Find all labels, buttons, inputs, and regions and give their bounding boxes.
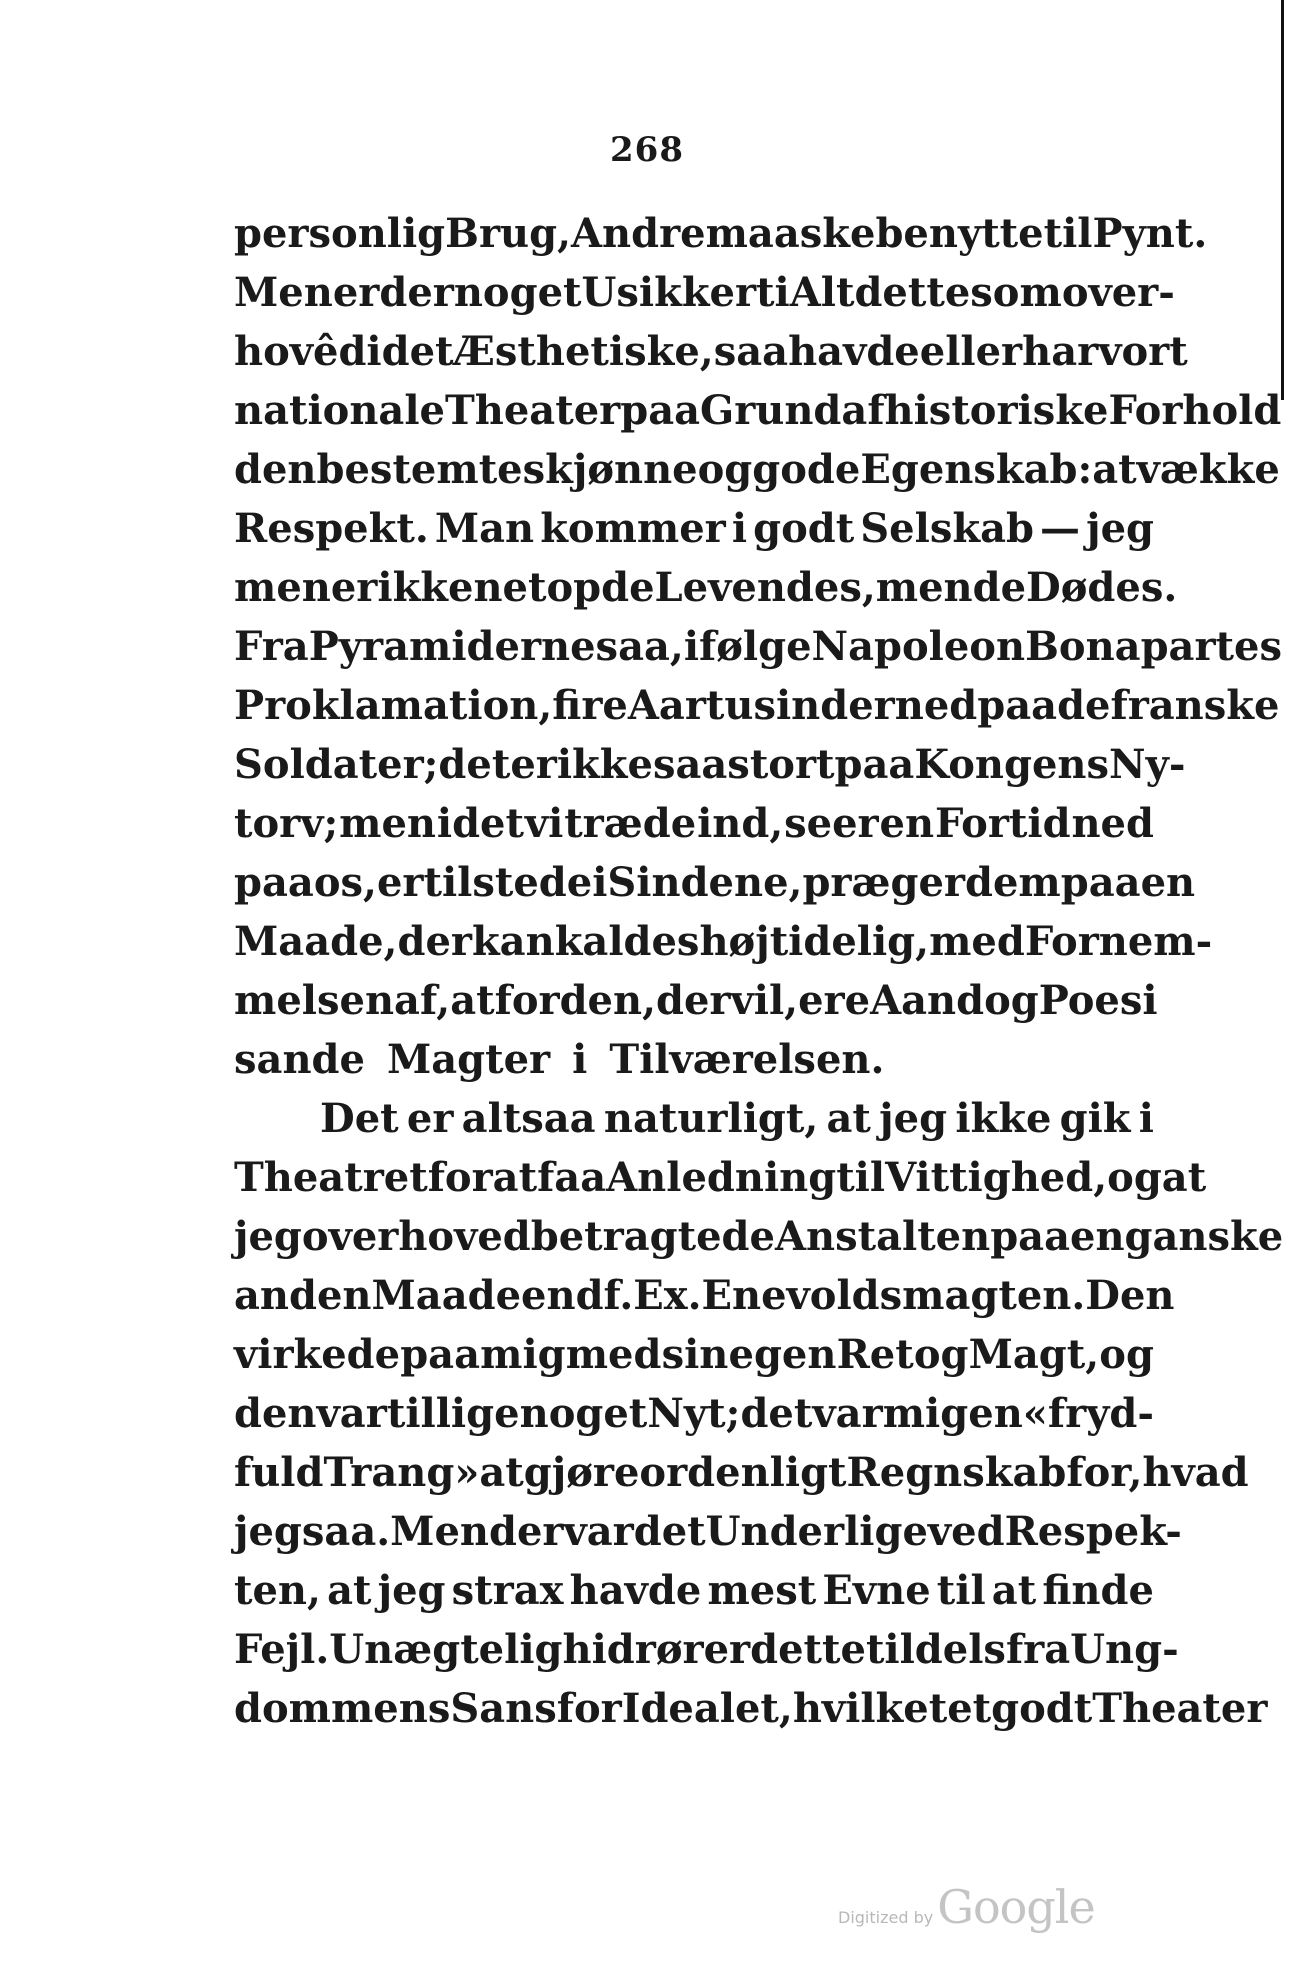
word: mener [234,564,378,611]
word: naturligt, [603,1095,819,1142]
word: og [1099,1331,1154,1378]
word: tildels [865,1626,1006,1673]
word: paa [234,859,314,906]
word: et [947,1685,992,1732]
word: til [836,1154,886,1201]
text-line [234,918,1213,977]
word: præger [802,859,965,906]
word: jeg [1086,505,1154,552]
word: mig [480,1331,566,1378]
word: Men [390,1508,489,1555]
word: eller [919,328,1023,375]
word: ikke [377,564,474,611]
word: Theater [445,387,621,434]
word: strax [451,1567,564,1614]
word: fire [552,682,628,729]
word: Nyt; [647,1390,741,1437]
word: noget [453,269,582,316]
text-line [234,446,1280,505]
word: overhoved [301,1213,531,1260]
word: Brug, [445,210,571,257]
word: Maade, [234,918,398,965]
word: godt [753,505,855,552]
word: Underlige [705,1508,928,1555]
word: fuld [234,1449,324,1496]
word: havde [788,328,920,375]
word: havde [569,1567,702,1614]
word: der [488,1508,564,1555]
word: paa [620,387,701,434]
word: Maade [371,1272,522,1319]
word: Æsthetiske, [453,328,714,375]
word: det [381,328,454,375]
word: Ny- [1109,741,1186,788]
word: Men [234,269,333,316]
word: Anstalten [774,1213,991,1260]
word: vil, [730,977,799,1024]
text-line [234,1154,1207,1213]
word: gik [1059,1095,1131,1142]
word: tillige [386,1390,520,1437]
word: kaldes [554,918,700,965]
word: Regnskab [846,1449,1067,1496]
word: det [633,1508,706,1555]
word: var [316,1390,387,1437]
word: dem [965,859,1061,906]
word: ganske [1124,1213,1284,1260]
word: den, [559,977,657,1024]
word: Magt, [968,1331,1100,1378]
word: med [565,1331,662,1378]
word: Fejl. [234,1626,330,1673]
word: gjøre [523,1449,640,1496]
word: de [1057,682,1111,729]
word: det [740,1390,813,1437]
word: en [1070,1213,1125,1260]
word: at [826,1095,871,1142]
word: godt [991,1685,1093,1732]
word: i [366,328,382,375]
word: og [913,1331,969,1378]
word: ordenligt [639,1449,847,1496]
word: ten, [234,1567,321,1614]
word: kan [471,918,555,965]
word: en [968,1390,1023,1437]
word: ned [894,682,978,729]
word: seer [784,800,879,847]
watermark-logo: Google [937,1880,1095,1934]
text-line [234,1213,1284,1272]
word: Magter [386,1036,551,1083]
word: til [1043,210,1093,257]
word: paa [1060,859,1141,906]
word: franske [1110,682,1280,729]
word: i [572,1036,588,1083]
word: Sans [450,1685,557,1732]
word: ned [1071,800,1154,847]
word: Poesi [1038,977,1158,1024]
text-line [234,269,1175,328]
word: med [929,918,1025,965]
word: Fortid [934,800,1071,847]
word: saa. [301,1508,391,1555]
word: Forhold [1108,387,1282,434]
word: og [984,977,1039,1024]
word: Aand [870,977,985,1024]
word: Soldater; [234,741,439,788]
word: Fra [234,623,309,670]
word: der [397,918,472,965]
word: en [879,800,935,847]
word: sande [234,1036,365,1083]
word: som [970,269,1062,316]
word: i [1138,1095,1154,1142]
word: Levendes, [654,564,876,611]
page-number: 268 [610,130,684,170]
word: dette [750,1626,866,1673]
word: Alt [789,269,855,316]
text-line [234,1272,1175,1331]
word: saa [652,741,728,788]
watermark-prefix: Digitized by [838,1908,934,1927]
word: benytte [875,210,1044,257]
word: for, [1066,1449,1143,1496]
word: sin [661,1331,729,1378]
word: — [1040,505,1081,552]
word: at [327,1567,372,1614]
word: Dødes. [1026,564,1178,611]
word: ind, [697,800,784,847]
word: «fryd- [1022,1390,1154,1437]
word: er [510,741,557,788]
word: jeg [234,1508,302,1555]
word: paa [400,1331,481,1378]
word: maaske [705,210,876,257]
word: altsaa [461,1095,596,1142]
word: Sindene, [607,859,803,906]
word: at [450,977,495,1024]
text-line [234,1685,1268,1744]
word: paa [834,741,915,788]
word: er [332,269,380,316]
word: mig [882,1390,969,1437]
word: Den [1085,1272,1175,1319]
word: egen [728,1331,837,1378]
word: personlig [234,210,446,257]
word: Selskab [860,505,1034,552]
word: Ret [836,1331,914,1378]
text-line [234,564,1178,623]
word: for [494,977,560,1024]
word: kommer [540,505,726,552]
word: tilstede [423,859,593,906]
word: Ex. [633,1272,702,1319]
text-line [234,1567,1154,1626]
text-line [234,1036,1154,1095]
word: betragtede [530,1213,775,1260]
word: paa [990,1213,1071,1260]
text-line [234,859,1196,918]
text-line [234,741,1186,800]
word: nationale [234,387,445,434]
word: var [812,1390,883,1437]
word: ere [798,977,871,1024]
word: Trang» [323,1449,480,1496]
text-line [234,1095,1154,1154]
word: end [521,1272,604,1319]
word: dommens [234,1685,451,1732]
text-line [234,328,1188,387]
text-line [234,800,1154,859]
word: torv; [234,800,339,847]
word: ved [927,1508,1005,1555]
word: og [697,446,753,493]
word: paa [977,682,1058,729]
word: Man [434,505,535,552]
word: virkede [234,1331,401,1378]
word: Det [320,1095,399,1142]
word: Bonapartes [1025,623,1282,670]
word: vække [1136,446,1280,493]
word: Respek- [1004,1508,1182,1555]
word: Enevoldsmagten. [701,1272,1086,1319]
word: ikke [556,741,653,788]
word: mest [707,1567,817,1614]
word: vi [524,800,564,847]
word: melsen [234,977,395,1024]
word: hidrører [562,1626,751,1673]
word: stort [727,741,835,788]
word: en [1140,859,1196,906]
word: f. [603,1272,634,1319]
word: den [234,446,317,493]
word: hvilket [792,1685,948,1732]
word: at [492,1154,538,1201]
word: skjønne [522,446,698,493]
word: Pyramiderne [308,623,596,670]
word: jeg [879,1095,948,1142]
word: men [875,564,973,611]
word: hvad [1142,1449,1249,1496]
word: af, [394,977,451,1024]
word: at [1092,446,1137,493]
word: at [991,1567,1037,1614]
word: dette [854,269,971,316]
word: ifølge [683,623,812,670]
word: i [592,859,608,906]
word: har [1022,328,1099,375]
word: de [972,564,1027,611]
text-line [234,1331,1154,1390]
word: at [1161,1154,1207,1201]
word: Pynt. [1092,210,1208,257]
word: Theater [1092,1685,1268,1732]
digitized-watermark [838,1880,1095,1934]
word: saa [713,328,789,375]
word: finde [1042,1567,1154,1614]
word: Napoleon [811,623,1026,670]
text-line [234,977,1158,1036]
word: i [774,269,790,316]
word: af [841,387,885,434]
word: saa, [595,623,684,670]
word: hovêd [234,328,367,375]
word: over- [1061,269,1175,316]
word: Unægtelig [329,1626,563,1673]
word: Anledning [606,1154,837,1201]
word: ikke [955,1095,1052,1142]
word: de [601,564,655,611]
word: Evne [822,1567,931,1614]
word: idet [436,800,524,847]
word: Fornem- [1024,918,1213,965]
word: Kongens [914,741,1110,788]
word: gode [752,446,861,493]
word: er [406,1095,454,1142]
word: der [379,269,454,316]
word: i [731,505,748,552]
word: Grund [700,387,842,434]
word: men [339,800,436,847]
word: jeg [234,1213,302,1260]
text-line [234,1449,1249,1508]
word: Egenskab: [860,446,1093,493]
word: den [234,1390,317,1437]
scan-edge-line [1281,0,1284,400]
word: træde [564,800,697,847]
word: var [563,1508,634,1555]
word: netop [473,564,602,611]
text-line [234,1508,1182,1567]
word: bestemte [316,446,523,493]
word: der [656,977,731,1024]
word: det [438,741,511,788]
word: Andre [571,210,706,257]
word: Respekt. [234,505,429,552]
word: noget [519,1390,648,1437]
word: er [376,859,424,906]
word: anden [234,1272,372,1319]
word: at [479,1449,524,1496]
word: Tilværelsen. [609,1036,885,1083]
word: fra [1005,1626,1071,1673]
word: Aartusinder [627,682,895,729]
text-line [234,505,1154,564]
text-line [234,387,1282,446]
word: Ung- [1070,1626,1179,1673]
word: jeg [377,1567,446,1614]
text-line [234,623,1282,682]
word: Usikkert [581,269,775,316]
word: for [556,1685,622,1732]
word: Idealet, [621,1685,793,1732]
word: Vittighed, [885,1154,1108,1201]
word: til [936,1567,986,1614]
text-line [234,1390,1154,1449]
word: faa [537,1154,607,1201]
word: historiske [884,387,1109,434]
text-line [234,682,1280,741]
word: os, [313,859,377,906]
word: vort [1098,328,1188,375]
body-text [234,210,1284,1744]
word: Theatret [234,1154,428,1201]
word: og [1107,1154,1162,1201]
word: for [427,1154,493,1201]
word: højtidelig, [699,918,930,965]
text-line [234,1626,1179,1685]
text-line [234,210,1208,269]
word: Proklamation, [234,682,553,729]
